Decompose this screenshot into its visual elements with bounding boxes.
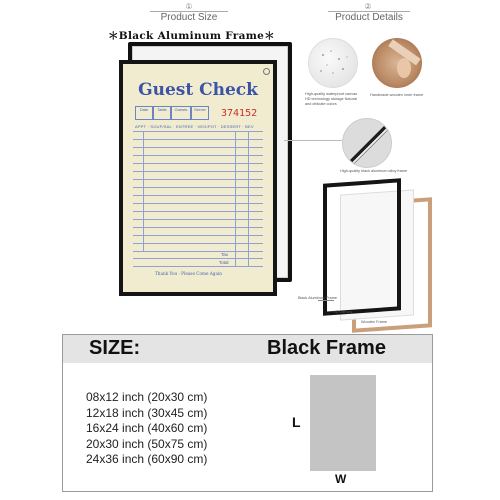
- frame-color-label: Black Frame: [267, 337, 386, 359]
- size-option: 08x12 inch (20x30 cm): [86, 390, 208, 404]
- column-guests: Guests: [171, 106, 191, 120]
- product-details-heading: Product Details: [335, 12, 403, 23]
- size-option: 16x24 inch (40x60 cm): [86, 421, 208, 436]
- guest-check-header-row: [135, 106, 209, 120]
- column-server: Server: [191, 106, 209, 120]
- product-size-number: ①: [185, 2, 193, 11]
- detail-caption-aluminum: High-quality black aluminum alloy frame: [340, 169, 408, 173]
- layer-label-aluminum: Black Aluminum Frame: [298, 296, 338, 300]
- length-label: L: [292, 414, 301, 430]
- wooden-frame-detail: [372, 38, 422, 88]
- size-option: 20x30 inch (50x75 cm): [86, 436, 208, 451]
- column-table: Table: [153, 106, 171, 120]
- size-label: SIZE:: [89, 337, 141, 359]
- ruled-lines: [133, 131, 263, 251]
- frame-dimension-placeholder: [310, 375, 376, 471]
- column-date: Date: [135, 106, 153, 120]
- layer-label-canvas: HD Canvas: [333, 310, 353, 314]
- tax-line: [133, 258, 263, 259]
- canvas-texture-detail: [308, 38, 358, 88]
- thanks-text: Thank You · Please Come Again: [155, 271, 222, 276]
- size-list: [86, 390, 207, 468]
- category-row: APPT · SOUP/SAL · ENTREE · VEG/POT · DESSERT · BEV: [135, 124, 254, 129]
- size-option: 12x18 inch (30x45 cm): [86, 405, 208, 420]
- size-option: 24x36 inch (60x90 cm): [86, 452, 208, 467]
- detail-caption-wood: Handmade wooden inner frame: [370, 93, 424, 97]
- hanging-hook: [263, 68, 270, 75]
- width-label: W: [335, 472, 347, 486]
- check-number: 374152: [221, 108, 258, 119]
- total-line: [133, 266, 263, 267]
- guest-check-paper: [123, 64, 273, 292]
- detail-pointer-line: [284, 140, 342, 141]
- frame-title: ＊Black Aluminum Frame＊: [108, 30, 275, 42]
- product-size-heading: Product Size: [160, 12, 218, 23]
- size-spec-panel: [62, 334, 433, 492]
- guest-check-title: Guest Check: [138, 80, 258, 100]
- detail-caption-canvas: High-quality waterproof canvas HD technology storage Natural and delicate colors: [305, 92, 358, 106]
- aluminum-frame-detail: [342, 118, 392, 168]
- tax-label: Tax: [221, 252, 229, 257]
- layer-label-wood: Wooden Frame: [361, 320, 388, 324]
- product-details-number: ②: [364, 2, 372, 11]
- total-label: Total: [219, 260, 229, 265]
